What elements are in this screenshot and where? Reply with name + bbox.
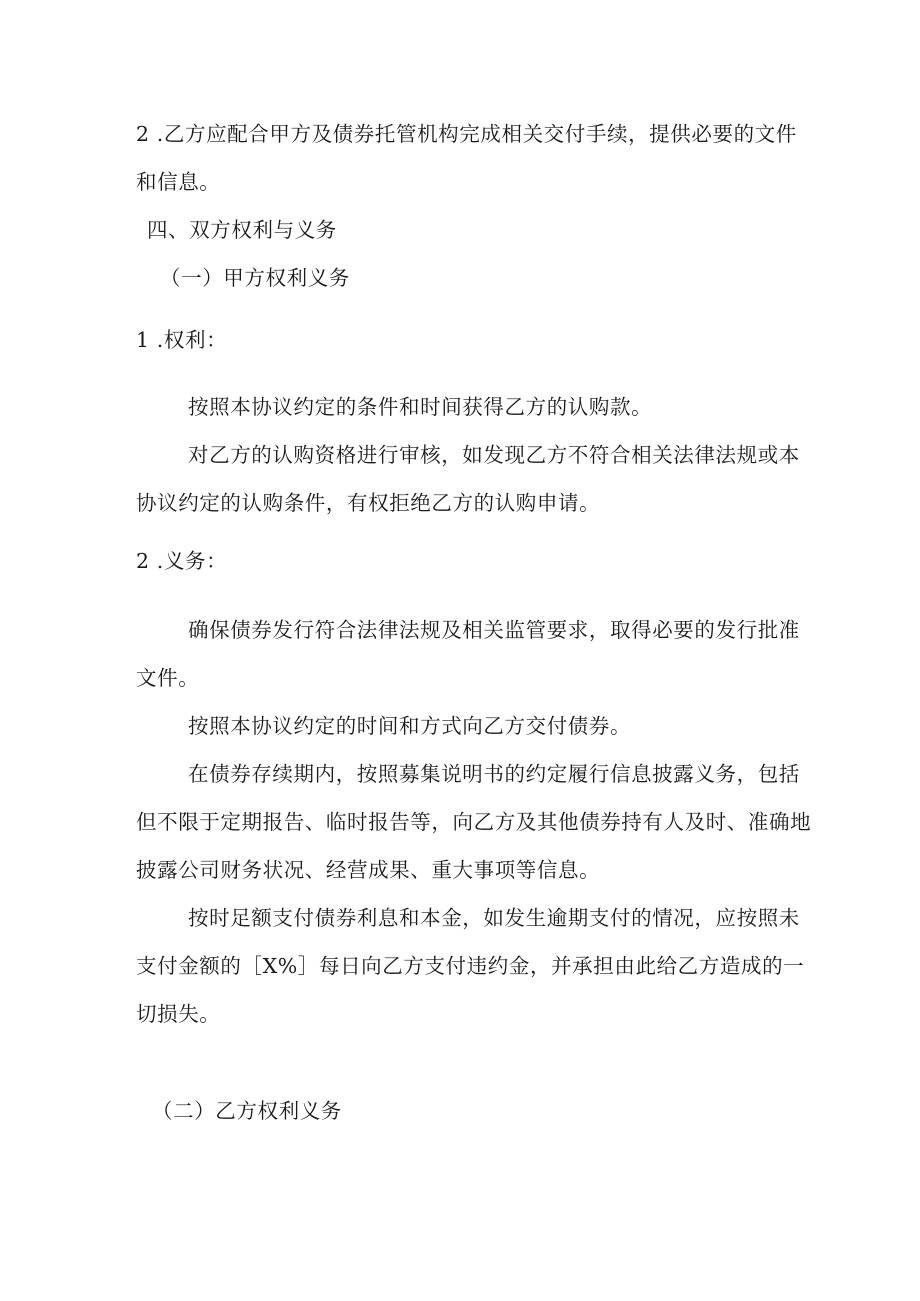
party-a-obligation-3-line-1: 在债券存续期内，按照募集说明书的约定履行信息披露义务，包括 [188, 762, 800, 786]
part-2-heading: （二）乙方权利义务 [152, 1099, 342, 1123]
party-a-obligation-4-line-1: 按时足额支付债券利息和本金，如发生逾期支付的情况，应按照未 [188, 906, 800, 930]
party-a-right-2-line-1: 对乙方的认购资格进行审核，如发现乙方不符合相关法律法规或本 [188, 443, 800, 467]
clause-2-delivery-line-1: 2 .乙方应配合甲方及债券托管机构完成相关交付手续，提供必要的文件 [136, 122, 797, 146]
party-a-right-2-line-2: 协议约定的认购条件，有权拒绝乙方的认购申请。 [136, 491, 601, 515]
party-a-obligation-3-line-3: 披露公司财务状况、经营成果、重大事项等信息。 [136, 858, 601, 882]
party-a-right-1: 按照本协议约定的条件和时间获得乙方的认购款。 [188, 395, 653, 419]
section-4-heading: 四、双方权利与义务 [147, 218, 337, 242]
part-1-heading: （一）甲方权利义务 [160, 266, 350, 290]
clause-2-delivery-line-2: 和信息。 [136, 170, 221, 194]
party-a-obligation-4-line-3: 切损失。 [136, 1002, 221, 1026]
party-a-obligation-1-line-1: 确保债券发行符合法律法规及相关监管要求，取得必要的发行批准 [188, 618, 800, 642]
party-a-obligation-2: 按照本协议约定的时间和方式向乙方交付债券。 [188, 714, 632, 738]
party-a-obligations-heading: 2 .义务： [136, 549, 228, 573]
party-a-obligation-3-line-2: 但不限于定期报告、临时报告等，向乙方及其他债券持有人及时、准确地 [136, 810, 812, 834]
party-a-obligation-4-line-2: 支付金额的［X%］每日向乙方支付违约金，并承担由此给乙方造成的一 [136, 954, 805, 978]
party-a-rights-heading: 1 .权利： [136, 328, 228, 352]
party-a-obligation-1-line-2: 文件。 [136, 666, 200, 690]
